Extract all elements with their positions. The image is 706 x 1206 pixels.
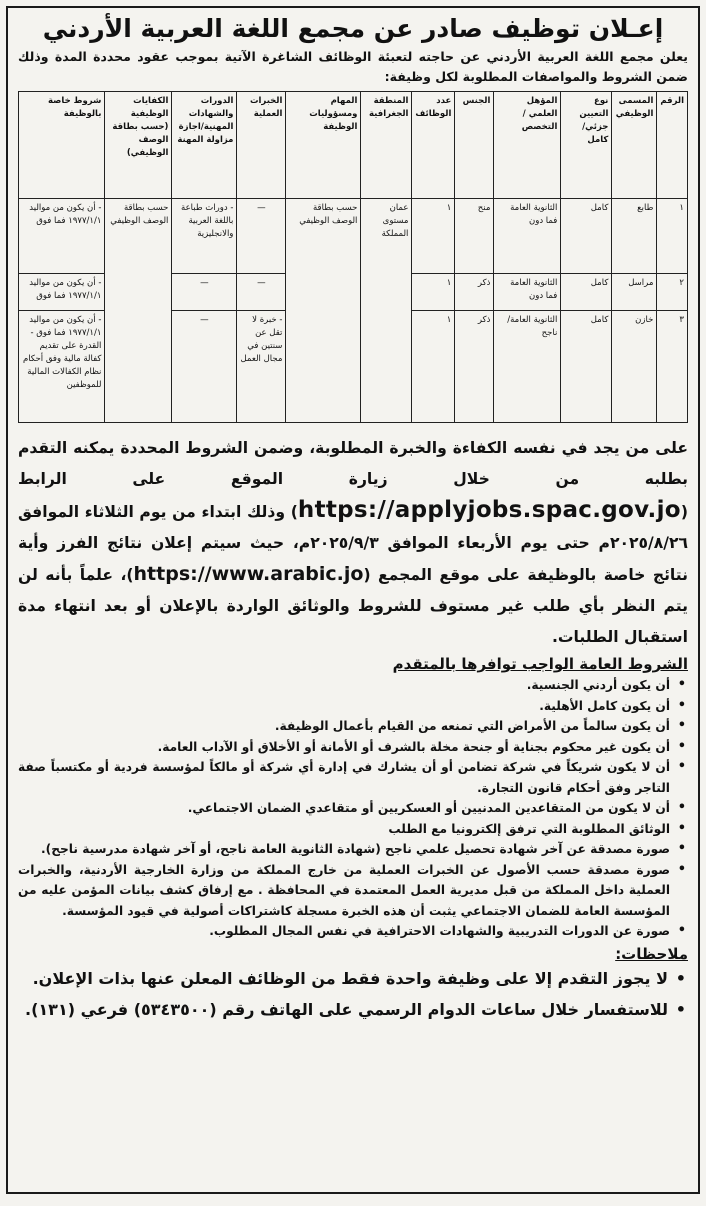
cell-competencies: حسب بطاقة الوصف الوظيفي (105, 199, 172, 423)
cell-qualification: الثانوية العامة فما دون (494, 274, 561, 311)
list-item: • أن يكون كامل الأهلية. (18, 696, 670, 717)
cell-number: ٣ (657, 311, 688, 423)
header-qualification: المؤهل العلمي / التخصص (494, 92, 561, 199)
application-paragraph (18, 433, 688, 653)
list-item: • لا يجوز التقدم إلا على وظيفة واحدة فقط من الوظائف المعلن عنها بذات الإعلان. (18, 963, 668, 994)
cell-job-title: خازن (612, 311, 657, 423)
cell-qualification: الثانوية العامة فما دون (494, 199, 561, 274)
list-item: • أن يكون أردني الجنسية. (18, 675, 670, 696)
header-region: المنطقة الجغرافية (361, 92, 412, 199)
header-job-title: المسمى الوظيفي (612, 92, 657, 199)
header-number: الرقم (657, 92, 688, 199)
header-special-conditions: شروط خاصة بالوظيفة (19, 92, 105, 199)
cell-experience: — (237, 274, 286, 311)
list-item: • أن لا يكون شريكاً في شركة تضامن أو أن يشارك في إدارة أي شركة أو مالكاً لمؤسسة فردية أو مكتسباً صفة التاجر وفق أحكام قانون التجارة. (18, 757, 670, 798)
job-announcement (6, 6, 700, 1194)
application-text-part1: على من يجد في نفسه الكفاءة والخبرة المطلوبة، وضمن الشروط المحددة يمكنه التقدم بطلبه من خلال زيارة الموقع على الرابط ( (18, 439, 688, 521)
header-appointment-type: نوع التعيين جزئي/كامل (561, 92, 612, 199)
cell-special-conditions: - أن يكون من مواليد ١٩٧٧/١/١ فما فوق (19, 199, 105, 274)
cell-job-title: طابع (612, 199, 657, 274)
list-item: • أن يكون سالماً من الأمراض التي تمنعه من القيام بأعمال الوظيفة. (18, 716, 670, 737)
cell-region: عمان مستوى المملكة (361, 199, 412, 423)
cell-vacancies: ١ (412, 274, 455, 311)
cell-appointment-type: كامل (561, 199, 612, 274)
application-text-part2: ) وذلك ابتداء من يوم الثلاثاء الموافق ٢٠٢٥/٨/٢٦م حتى يوم الأربعاء الموافق ٢٠٢٥/٩/٣م، حيث سيتم إعلان نتائج الفرز وأية نتائج خاصة بالوظيفة على موقع المجمع ( (18, 503, 689, 584)
general-conditions-list (18, 675, 688, 942)
cell-experience: — (237, 199, 286, 274)
list-item: • صورة مصدقة عن آخر شهادة تحصيل علمي ناجح (شهادة الثانوية العامة ناجح، أو آخر شهادة مدرسية ناجح). (18, 839, 670, 860)
cell-duties: حسب بطاقة الوصف الوظيفي (286, 199, 361, 423)
notes-heading: ملاحظات: (615, 944, 688, 963)
cell-courses: — (172, 311, 237, 423)
cell-courses: — (172, 274, 237, 311)
list-item: • صورة عن الدورات التدريبية والشهادات الاحترافية في نفس المجال المطلوب. (18, 921, 670, 942)
cell-appointment-type: كامل (561, 274, 612, 311)
cell-special-conditions: - أن يكون من مواليد ١٩٧٧/١/١ فما فوق (19, 274, 105, 311)
cell-gender: منح (455, 199, 494, 274)
cell-special-conditions: - أن يكون من مواليد ١٩٧٧/١/١ فما فوق - القدرة على تقديم كفالة مالية وفق أحكام نظام الكفالات المالية للموظفين (19, 311, 105, 423)
cell-gender: ذكر (455, 311, 494, 423)
list-item: • الوثائق المطلوبة التي ترفق إلكترونيا مع الطلب (18, 819, 670, 840)
cell-qualification: الثانوية العامة/ ناجح (494, 311, 561, 423)
page-title: إعـلان توظيف صادر عن مجمع اللغة العربية الأردني (42, 14, 664, 43)
cell-courses: - دورات طباعة باللغة العربية والانجليزية (172, 199, 237, 274)
table-header-row (19, 92, 688, 199)
cell-vacancies: ١ (412, 199, 455, 274)
cell-number: ١ (657, 199, 688, 274)
list-item: • صورة مصدقة حسب الأصول عن الخبرات العملية من خارج المملكة من وزارة الخارجية الأردنية، والخبرات العملية داخل المملكة من قبل مديرية العمل المعتمدة في المحافظة . مع إرفاق كشف بيانات المؤمن عليه من المؤسسة العامة للضمان الاجتماعي يثبت أن هذه الخبرة مسجلة كاشتراكات أصولية في قيود المؤسسة. (18, 860, 670, 922)
table-row (19, 199, 688, 274)
cell-number: ٢ (657, 274, 688, 311)
application-text-part3: )، علماً بأنه لن يتم النظر بأي طلب غير مستوف للشروط والوثائق الواردة بالإعلان أو بعد انتهاء مدة استقبال الطلبات. (18, 566, 688, 646)
header-gender: الجنس (455, 92, 494, 199)
cell-experience: - خبرة لا تقل عن سنتين في مجال العمل (237, 311, 286, 423)
header-vacancies: عدد الوظائف (412, 92, 455, 199)
cell-appointment-type: كامل (561, 311, 612, 423)
notes-list (18, 963, 688, 1025)
jobs-table (18, 91, 688, 423)
header-competencies: الكفايات الوظيفية (حسب بطاقة الوصف الوظيفي) (105, 92, 172, 199)
cell-vacancies: ١ (412, 311, 455, 423)
header-duties: المهام ومسؤوليات الوظيفة (286, 92, 361, 199)
cell-job-title: مراسل (612, 274, 657, 311)
list-item: • أن لا يكون من المتقاعدين المدنيين أو العسكريين أو متقاعدي الضمان الاجتماعي. (18, 798, 670, 819)
academy-site-link[interactable]: https://www.arabic.jo (133, 563, 364, 585)
header-experience: الخبرات العملية (237, 92, 286, 199)
general-conditions-heading: الشروط العامة الواجب توافرها بالمتقدم (392, 655, 688, 673)
apply-link[interactable]: https://applyjobs.spac.gov.jo (297, 497, 681, 523)
list-item: • للاستفسار خلال ساعات الدوام الرسمي على الهاتف رقم (٥٣٤٣٥٠٠) فرعي (١٣١). (18, 994, 668, 1025)
header-courses: الدورات والشهادات المهنية/اجازة مزاولة المهنة (172, 92, 237, 199)
list-item: • أن يكون غير محكوم بجناية أو جنحة مخلة بالشرف أو الأمانة أو الأخلاق أو الآداب العامة. (18, 737, 670, 758)
cell-gender: ذكر (455, 274, 494, 311)
intro-paragraph: يعلن مجمع اللغة العربية الأردني عن حاجته لتعبئة الوظائف الشاغرة الآتية بموجب عقود محددة المدة وذلك ضمن الشروط والمواصفات المطلوبة لكل وظيفة: (18, 49, 688, 84)
